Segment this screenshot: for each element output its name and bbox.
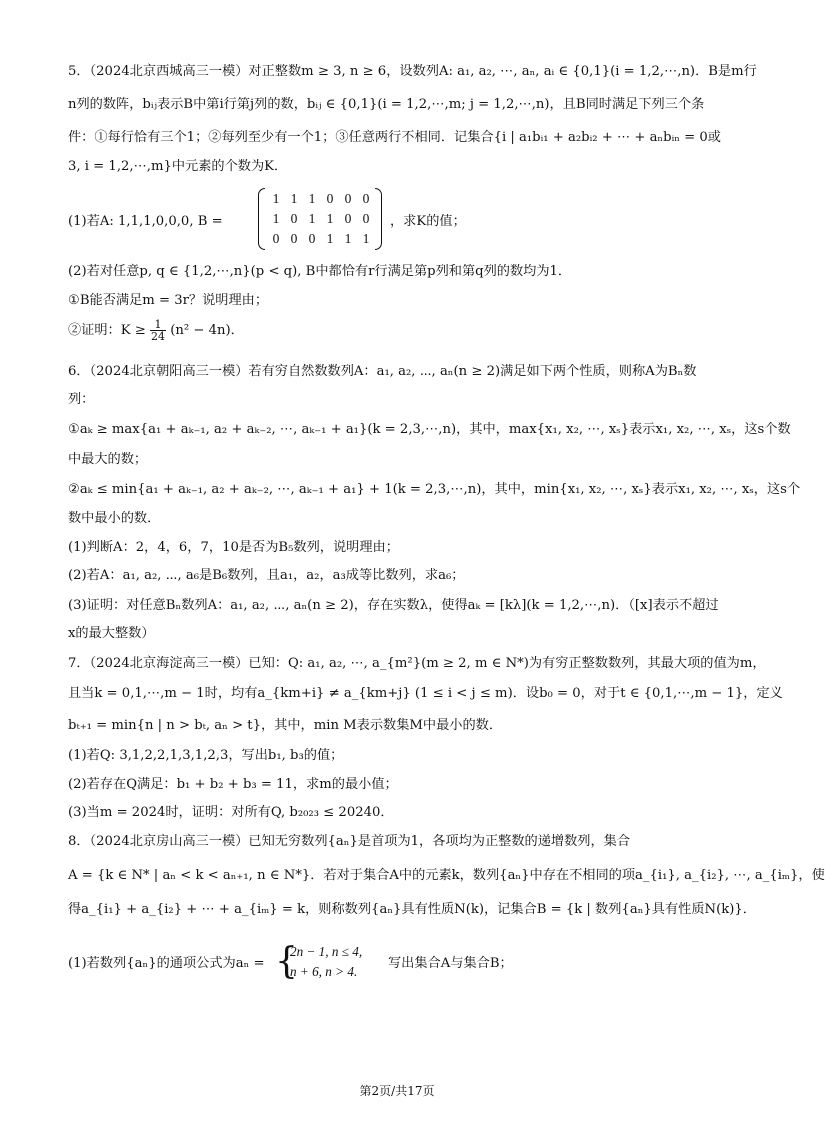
problem-6-line-1: 6．（2024北京朝阳高三一模）若有穷自然数数列A：a₁, a₂, ⋯, aₙ(n ≥ 2)满足如下两个性质，则称A为Bₙ数 xyxy=(68,364,697,379)
problem-7-part-3: (3)当m = 2024时，证明：对所有Q, b₂₀₂₃ ≤ 20240． xyxy=(68,805,394,820)
problem-7-line-3: bₜ₊₁ = min{n | n > bₜ, aₙ > t}，其中，min M表示数集M中最小的数． xyxy=(68,718,503,733)
problem-8-part-1 xyxy=(68,940,728,984)
problem-8-line-3: 得a_{i₁} + a_{i₂} + ⋯ + a_{iₘ} = k，则称数列{aₙ}具有性质N(k)，记集合B = {k | 数列{aₙ}具有性质N(k)}． xyxy=(68,902,756,917)
problem-6-line-2: 列： xyxy=(68,392,95,407)
piecewise-case-1: 2n − 1, n ≤ 4, xyxy=(290,944,363,959)
piecewise-case-2: n + 6, n > 4. xyxy=(290,964,358,979)
matrix-cell: 0 xyxy=(326,191,334,206)
problem-6-part-3: (3)证明：对任意Bₙ数列A：a₁, a₂, ⋯, aₙ(n ≥ 2)，存在实数λ，使得aₖ = [kλ](k = 1,2,⋯,n)．（[x]表示不超过 xyxy=(68,598,719,613)
problem-5-line-4: 3, i = 1,2,⋯,m}中元素的个数为K． xyxy=(68,159,288,174)
problem-5-line-1: 5．（2024北京西城高三一模）对正整数m ≥ 3, n ≥ 6，设数列A: a₁, a₂, ⋯, aₙ, aᵢ ∈ {0,1}(i = 1,2,⋯,n)．B是m行 xyxy=(68,64,757,79)
problem-6-condition-2-cont: 数中最小的数． xyxy=(68,511,161,526)
problem-5-part-2: (2)若对任意p, q ∈ {1,2,⋯,n}(p < q), B中都恰有r行满足第p列和第q列的数均为1． xyxy=(68,264,572,279)
matrix-cell: 0 xyxy=(344,191,352,206)
fraction xyxy=(150,319,166,342)
matrix-cell: 0 xyxy=(290,231,298,246)
problem-6-part-3-cont: x的最大整数） xyxy=(68,626,155,641)
matrix-cell: 1 xyxy=(272,191,280,206)
problem-6-part-1: (1)判断A：2，4，6，7，10是否为B₅数列，说明理由； xyxy=(68,540,399,555)
problem-6-condition-1-cont: 中最大的数； xyxy=(68,452,148,467)
problem-7-part-2: (2)若存在Q满足：b₁ + b₂ + b₃ = 11，求m的最小值； xyxy=(68,777,398,792)
problem-7-part-1: (1)若Q: 3,1,2,2,1,3,1,2,3，写出b₁, b₃的值； xyxy=(68,748,344,763)
matrix-right-paren xyxy=(375,188,382,250)
problem-5-part-2-2 xyxy=(68,318,736,344)
matrix-cell: 1 xyxy=(326,211,334,226)
matrix-tail: ，求K的值； xyxy=(390,214,466,229)
piecewise-lead: (1)若数列{aₙ}的通项公式为aₙ = xyxy=(68,956,265,971)
problem-6-condition-1: ①aₖ ≥ max{a₁ + aₖ₋₁, a₂ + aₖ₋₂, ⋯, aₖ₋₁ + a₁}(k = 2,3,⋯,n)，其中，max{x₁, x₂, ⋯, xₛ}表示x₁, x₂, ⋯, xₛ，这s个数 xyxy=(68,422,791,437)
problem-6-condition-2: ②aₖ ≤ min{a₁ + aₖ₋₁, a₂ + aₖ₋₂, ⋯, aₖ₋₁ + a₁} + 1(k = 2,3,⋯,n)，其中，min{x₁, x₂, ⋯, xₛ}表示x₁, x₂, ⋯, xₛ，这s个 xyxy=(68,482,801,497)
matrix-left-paren xyxy=(258,188,265,250)
matrix-cell: 0 xyxy=(272,231,280,246)
matrix-b xyxy=(258,188,382,250)
proof-tail: (n² − 4n)． xyxy=(170,323,244,338)
matrix-cell: 1 xyxy=(362,231,370,246)
matrix-cell: 1 xyxy=(290,191,298,206)
matrix-cell: 0 xyxy=(308,231,316,246)
left-brace: { xyxy=(275,941,298,982)
matrix-cell: 1 xyxy=(344,231,352,246)
fraction-denominator: 24 xyxy=(151,330,166,343)
matrix-cell: 1 xyxy=(308,211,316,226)
matrix-cell: 0 xyxy=(362,211,370,226)
problem-5-line-3: 件：①每行恰有三个1；②每列至少有一个1；③任意两行不相同．记集合{i | a₁bᵢ₁ + a₂bᵢ₂ + ⋯ + aₙbᵢₙ = 0或 xyxy=(68,130,721,145)
proof-lead: ②证明：K ≥ xyxy=(68,323,146,338)
problem-8-line-2: A = {k ∈ N* | aₙ < k < aₙ₊₁, n ∈ N*}．若对于集合A中的元素k，数列{aₙ}中存在不相同的项a_{i₁}, a_{i₂}, ⋯, a_{iₘ}，使 xyxy=(68,868,825,883)
matrix-cell: 0 xyxy=(362,191,370,206)
matrix-cell: 0 xyxy=(290,211,298,226)
piecewise-tail: 写出集合A与集合B； xyxy=(388,956,513,971)
problem-7-line-2: 且当k = 0,1,⋯,m − 1时，均有a_{km+i} ≠ a_{km+j} (1 ≤ i < j ≤ m)．设b₀ = 0，对于t ∈ {0,1,⋯,m − 1}，定义 xyxy=(68,686,783,701)
matrix-cell: 1 xyxy=(308,191,316,206)
matrix-table xyxy=(267,189,375,249)
piecewise-cases xyxy=(290,942,362,982)
page-footer: 第2页/共17页 xyxy=(359,1084,435,1098)
problem-7-line-1: 7．（2024北京海淀高三一模）已知：Q: a₁, a₂, ⋯, a_{m²}(m ≥ 2, m ∈ N*)为有穷正整数数列，其最大项的值为m， xyxy=(68,656,766,671)
fraction-numerator: 1 xyxy=(150,319,166,331)
matrix-lead: (1)若A: 1,1,1,0,0,0, B = xyxy=(68,214,223,229)
matrix-cell: 0 xyxy=(344,211,352,226)
problem-5-part-2-1: ①B能否满足m = 3r？说明理由； xyxy=(68,293,269,308)
problem-8-line-1: 8．（2024北京房山高三一模）已知无穷数列{aₙ}是首项为1，各项均为正整数的递增数列，集合 xyxy=(68,834,631,849)
matrix-cell: 1 xyxy=(326,231,334,246)
problem-6-part-2: (2)若A：a₁, a₂, ⋯, a₆是B₆数列，且a₁，a₂，a₃成等比数列，求a₆； xyxy=(68,568,465,583)
problem-5-line-2: n列的数阵，bᵢⱼ表示B中第i行第j列的数，bᵢⱼ ∈ {0,1}(i = 1,2,⋯,m; j = 1,2,⋯,n)，且B同时满足下列三个条 xyxy=(68,97,705,112)
matrix-cell: 1 xyxy=(272,211,280,226)
problem-5-part-1 xyxy=(68,188,728,254)
